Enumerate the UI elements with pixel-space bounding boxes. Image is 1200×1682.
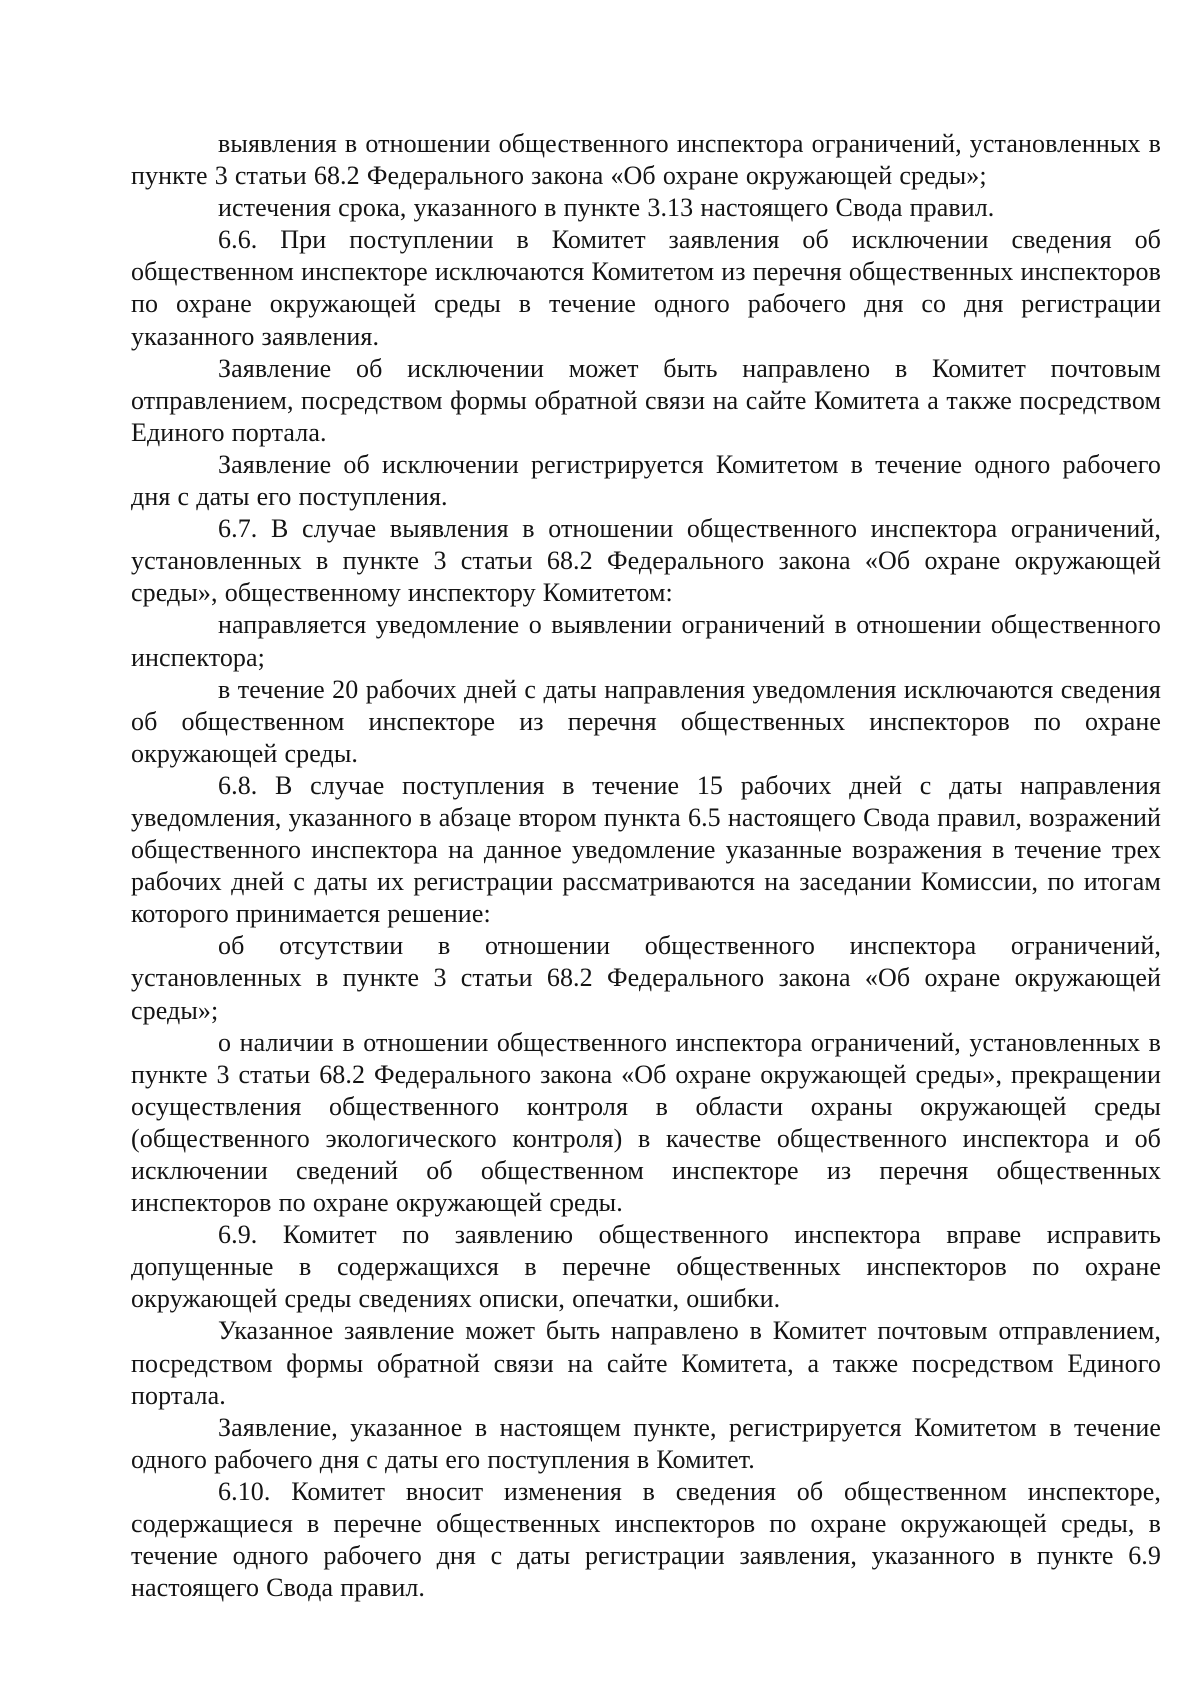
paragraph-no-restrictions: об отсутствии в отношении общественного инспектора ограничений, установленных в пункте 3 статьи 68.2 Федерального закона «Об охране окружающей среды»; xyxy=(131,931,1161,1025)
paragraph-restrictions-present: о наличии в отношении общественного инспектора ограничений, установленных в пункте 3 статьи 68.2 Федерального закона «Об охране окружающей среды», прекращении осуществления общественного контроля в области охраны окружающей среды (общественного экологического контроля) в качестве общественного инспектора и об исключении сведений об общественном инспекторе из перечня общественных инспекторов по охране окружающей среды. xyxy=(131,1027,1161,1218)
paragraph-6-6: 6.6. При поступлении в Комитет заявления об исключении сведения об общественном инспекторе исключаются Комитетом из перечня общественных инспекторов по охране окружающей среды в течение одного рабочего дня со дня регистрации указанного заявления. xyxy=(131,225,1161,351)
paragraph-notification-sent: направляется уведомление о выявлении ограничений в отношении общественного инспектора; xyxy=(131,610,1161,672)
paragraph-6-10: 6.10. Комитет вносит изменения в сведения об общественном инспекторе, содержащиеся в перечне общественных инспекторов по охране окружающей среды, в течение одного рабочего дня с даты регистрации заявления, указанного в пункте 6.9 настоящего Свода правил. xyxy=(131,1476,1161,1603)
paragraph-6-9: 6.9. Комитет по заявлению общественного инспектора вправе исправить допущенные в содержащихся в перечне общественных инспекторов по охране окружающей среды сведениях описки, опечатки, ошибки. xyxy=(131,1220,1161,1314)
paragraph-term-expiry: истечения срока, указанного в пункте 3.13 настоящего Свода правил. xyxy=(218,193,995,223)
paragraph-6-7: 6.7. В случае выявления в отношении общественного инспектора ограничений, установленных в пункте 3 статьи 68.2 Федерального закона «Об охране окружающей среды», общественному инспектору Комитетом: xyxy=(131,514,1161,608)
paragraph-restriction-detected: выявления в отношении общественного инспектора ограничений, установленных в пункте 3 статьи 68.2 Федерального закона «Об охране окружающей среды»; xyxy=(131,129,1161,191)
document-body xyxy=(131,128,1161,1604)
paragraph-correction-submission: Указанное заявление может быть направлено в Комитет почтовым отправлением, посредством формы обратной связи на сайте Комитета, а также посредством Единого портала. xyxy=(131,1316,1161,1410)
paragraph-6-8: 6.8. В случае поступления в течение 15 рабочих дней с даты направления уведомления, указанного в абзаце втором пункта 6.5 настоящего Свода правил, возражений общественного инспектора на данное уведомление указанные возражения в течение трех рабочих дней с даты их регистрации рассматриваются на заседании Комиссии, по итогам которого принимается решение: xyxy=(131,770,1161,929)
paragraph-correction-registration: Заявление, указанное в настоящем пункте, регистрируется Комитетом в течение одного рабочего дня с даты его поступления в Комитет. xyxy=(131,1412,1161,1474)
paragraph-exclusion-20-days: в течение 20 рабочих дней с даты направления уведомления исключаются сведения об общественном инспекторе из перечня общественных инспекторов по охране окружающей среды. xyxy=(131,674,1161,768)
paragraph-exclusion-registration: Заявление об исключении регистрируется Комитетом в течение одного рабочего дня с даты его поступления. xyxy=(131,449,1161,512)
paragraph-exclusion-submission: Заявление об исключении может быть направлено в Комитет почтовым отправлением, посредством формы обратной связи на сайте Комитета а также посредством Единого портала. xyxy=(131,353,1161,447)
